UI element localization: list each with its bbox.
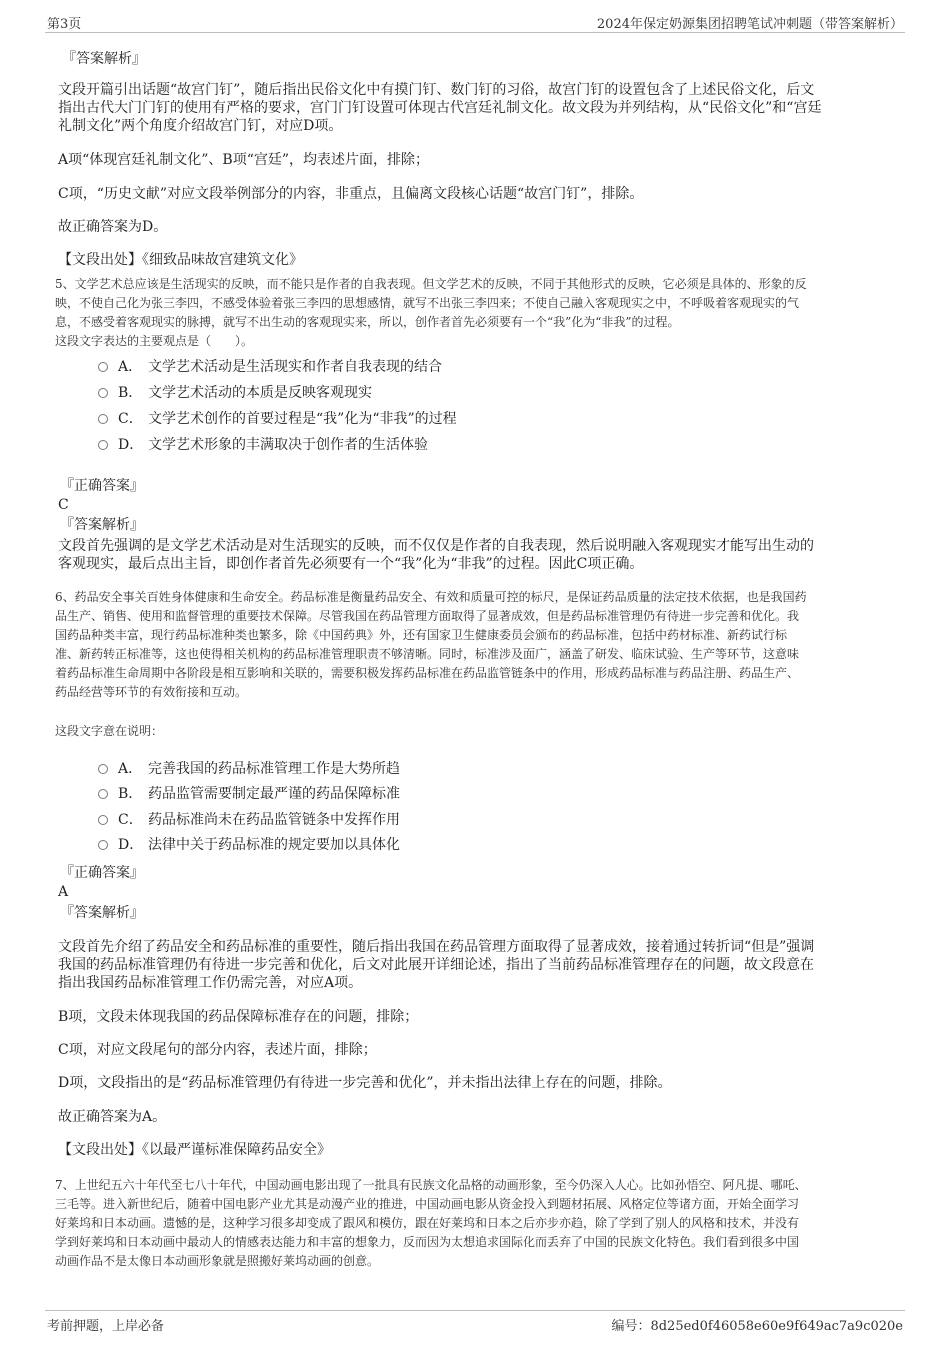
answer-value: A (58, 884, 69, 900)
option-key: C． (118, 812, 143, 828)
exclusion-note: A项“体现宫廷礼制文化”、B项“宫廷”，均表述片面，排除； (58, 152, 430, 168)
analysis-line: 礼制文化”两个角度介绍故宫门钉，对应D项。 (58, 118, 343, 134)
stem-line: 学到好莱坞和日本动画中最动人的情感表达能力和丰富的想象力，反而因为太想追求国际化而丢弃了中国的民族文化特色。我们看到很多中国 (55, 1235, 800, 1249)
option-text: 文学艺术创作的首要过程是“我”化为“非我”的过程 (148, 411, 457, 427)
stem-line: 动画作品不是太像日本动画形象就是照搬好莱坞动画的创意。 (55, 1254, 380, 1268)
page-footer (45, 1310, 905, 1335)
analysis-text (58, 81, 821, 135)
option-b[interactable] (98, 785, 400, 803)
answer-label: 『正确答案』 (60, 478, 144, 494)
option-key: B． (118, 786, 143, 802)
option-key: D． (118, 437, 144, 453)
radio-icon[interactable] (98, 840, 108, 850)
option-a[interactable] (98, 358, 442, 376)
answer-label: 『正确答案』 (60, 865, 144, 881)
radio-icon[interactable] (98, 362, 108, 372)
analysis-line: 文段开篇引出话题“故宫门钉”，随后指出民俗文化中有摸门钉、数门钉的习俗，故宫门钉的设置包含了上述民俗文化，后文 (58, 82, 815, 98)
exclusion-note: C项，对应文段尾句的部分内容，表述片面，排除； (58, 1042, 377, 1058)
document-title: 2024年保定奶源集团招聘笔试冲刺题（带答案解析） (596, 17, 903, 32)
exclusion-note: C项，“历史文献”对应文段举例部分的内容，非重点，且偏离文段核心话题“故宫门钉”，排除。 (58, 186, 644, 202)
analysis-text (58, 537, 814, 573)
stem-line: 国药品种类丰富，现行药品标准种类也繁多，除《中国药典》外，还有国家卫生健康委员会颁布的药品标准，包括中药材标准、新药试行标 (55, 628, 788, 642)
stem-line: 药品经营等环节的有效衔接和互动。 (55, 685, 248, 699)
conclusion: 故正确答案为D。 (58, 219, 168, 235)
stem-line: 着药品标准生命周期中各阶段是相互影响和关联的，需要积极发挥药品标准在药品监管链条中的作用，形成药品标准与药品注册、药品生产、 (55, 666, 800, 680)
analysis-line: 我国的药品标准管理仍有待进一步完善和优化，后文对此展开详细论述，指出了当前药品标准管理存在的问题，故文段意在 (58, 957, 814, 973)
analysis-line: 文段首先强调的是文学艺术活动是对生活现实的反映，而不仅仅是作者的自我表现，然后说明融入客观现实才能写出生动的 (58, 538, 814, 554)
option-c[interactable] (98, 410, 457, 428)
radio-icon[interactable] (98, 764, 108, 774)
stem-line: 这段文字表达的主要观点是（ ）。 (55, 334, 254, 348)
source-citation: 【文段出处】《以最严谨标准保障药品安全》 (58, 1142, 331, 1158)
option-text: 文学艺术活动的本质是反映客观现实 (148, 385, 372, 401)
option-c[interactable] (98, 811, 400, 829)
stem-line: 6、药品安全事关百姓身体健康和生命安全。药品标准是衡量药品安全、有效和质量可控的标尺，是保证药品质量的法定技术依据，也是我国药 (55, 590, 807, 604)
option-key: D． (118, 837, 144, 853)
radio-icon[interactable] (98, 388, 108, 398)
answer-value: C (58, 497, 69, 513)
question-stem (55, 275, 807, 351)
question-stem (55, 1176, 807, 1271)
question-stem (55, 588, 807, 702)
analysis-line: 指出我国药品标准管理工作仍需完善，对应A项。 (58, 975, 363, 991)
stem-line: 好莱坞和日本动画。遗憾的是，这种学习很多却变成了跟风和模仿，跟在好莱坞和日本之后亦步亦趋，除了学到了别人的风格和技术，并没有 (55, 1216, 800, 1230)
option-d[interactable] (98, 836, 400, 854)
document-id: 编号：8d25ed0f46058e60e9f649ac7a9c020e (611, 1319, 903, 1334)
exclusion-note: D项，文段指出的是“药品标准管理仍有待进一步完善和优化”，并未指出法律上存在的问题，排除。 (58, 1075, 672, 1091)
analysis-text (58, 938, 814, 992)
analysis-line: 指出古代大门门钉的使用有严格的要求，宫门门钉设置可体现古代宫廷礼制文化。故文段为并列结构，从“民俗文化”和“宫廷 (58, 100, 822, 116)
option-b[interactable] (98, 384, 372, 402)
radio-icon[interactable] (98, 440, 108, 450)
option-text: 法律中关于药品标准的规定要加以具体化 (148, 837, 400, 853)
footer-slogan: 考前押题，上岸必备 (47, 1319, 165, 1334)
stem-line: 准、新药转正标准等，这也使得相关机构的药品标准管理职责不够清晰。同时，标准涉及面广，涵盖了研发、临床试验、生产等环节，这意味 (55, 647, 800, 661)
exclusion-note: B项，文段未体现我国的药品保障标准存在的问题，排除； (58, 1009, 419, 1025)
stem-line: 映，不使自己化为张三李四，不感受体验着张三李四的思想感情，就写不出张三李四来；不使自己融入客观现实之中，不呼吸着客观现实的气 (55, 296, 800, 310)
radio-icon[interactable] (98, 789, 108, 799)
radio-icon[interactable] (98, 414, 108, 424)
option-key: A． (118, 761, 143, 777)
page-number: 第3页 (47, 17, 82, 32)
option-key: A． (118, 359, 143, 375)
analysis-label: 『答案解析』 (60, 517, 144, 533)
option-text: 文学艺术形象的丰满取决于创作者的生活体验 (148, 437, 428, 453)
conclusion: 故正确答案为A。 (58, 1109, 167, 1125)
stem-line: 三毛等。进入新世纪后，随着中国电影产业尤其是动漫产业的推进，中国动画电影从资金投入到题材拓展、风格定位等诸方面，开始全面学习 (55, 1197, 800, 1211)
source-citation: 【文段出处】《细致品味故宫建筑文化》 (58, 252, 303, 268)
radio-icon[interactable] (98, 815, 108, 825)
stem-line: 5、文学艺术总应该是生活现实的反映，而不能只是作者的自我表现。但文学艺术的反映，不同于其他形式的反映，它必须是具体的、形象的反 (55, 277, 807, 291)
analysis-label: 『答案解析』 (60, 905, 144, 921)
option-text: 药品监管需要制定最严谨的药品保障标准 (148, 786, 400, 802)
option-text: 药品标准尚未在药品监管链条中发挥作用 (148, 812, 400, 828)
analysis-line: 客观现实，最后点出主旨，即创作者首先必须要有一个“我”化为“非我”的过程。因此C项正确。 (58, 556, 644, 572)
option-d[interactable] (98, 436, 428, 454)
question-prompt: 这段文字意在说明： (55, 724, 164, 738)
analysis-label: 『答案解析』 (62, 51, 146, 67)
option-key: B． (118, 385, 143, 401)
stem-line: 7、上世纪五六十年代至七八十年代，中国动画电影出现了一批具有民族文化品格的动画形象，至今仍深入人心。比如孙悟空、阿凡提、哪吒、 (55, 1178, 807, 1192)
stem-line: 品生产、销售、使用和监督管理的重要技术保障。尽管我国在药品管理方面取得了显著成效，但是药品标准管理仍有待进一步完善和优化。我 (55, 609, 800, 623)
option-key: C． (118, 411, 143, 427)
option-text: 文学艺术活动是生活现实和作者自我表现的结合 (148, 359, 442, 375)
option-a[interactable] (98, 760, 400, 778)
analysis-line: 文段首先介绍了药品安全和药品标准的重要性，随后指出我国在药品管理方面取得了显著成效，接着通过转折词“但是”强调 (58, 939, 815, 955)
page-header (45, 10, 905, 33)
stem-line: 息，不感受着客观现实的脉搏，就写不出生动的客观现实来，所以，创作者首先必须要有一个“我”化为“非我”的过程。 (55, 315, 680, 329)
option-text: 完善我国的药品标准管理工作是大势所趋 (148, 761, 400, 777)
